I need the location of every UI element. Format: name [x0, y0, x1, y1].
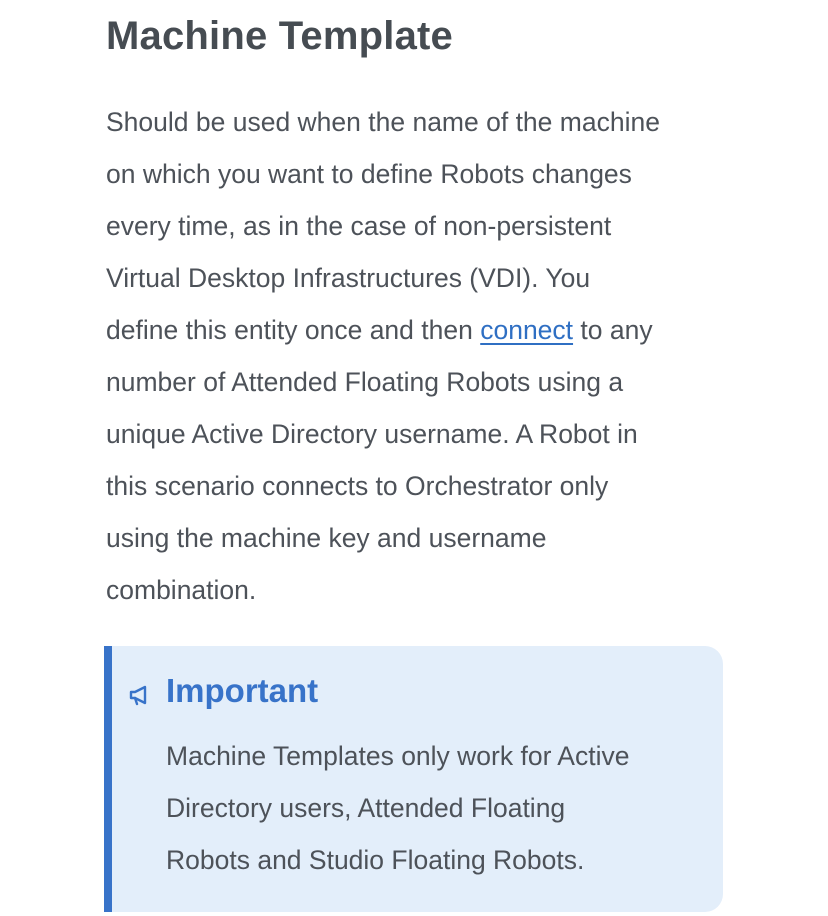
connect-link[interactable]: connect — [480, 315, 574, 345]
paragraph-line: every time, as in the case of non-persistent — [106, 211, 612, 241]
callout-line: Directory users, Attended Floating — [166, 793, 566, 823]
paragraph-line: this scenario connects to Orchestrator only — [106, 471, 609, 501]
callout-body — [166, 730, 706, 886]
callout-line: Robots and Studio Floating Robots. — [166, 845, 585, 875]
paragraph-line: combination. — [106, 575, 257, 605]
paragraph-line: on which you want to define Robots changes — [106, 159, 632, 189]
callout-line: Machine Templates only work for Active — [166, 741, 630, 771]
section-paragraph — [106, 96, 726, 616]
megaphone-icon — [128, 682, 154, 708]
section-title: Machine Template — [106, 14, 453, 58]
callout-title: Important — [166, 672, 319, 709]
paragraph-line: number of Attended Floating Robots using a — [106, 367, 624, 397]
paragraph-text: to any — [573, 315, 653, 345]
paragraph-text: define this entity once and then — [106, 315, 481, 345]
paragraph-line: unique Active Directory username. A Robot in — [106, 419, 638, 449]
paragraph-line-with-link — [106, 304, 726, 356]
important-callout — [104, 646, 723, 912]
paragraph-line: Should be used when the name of the machine — [106, 107, 660, 137]
paragraph-line: Virtual Desktop Infrastructures (VDI). You — [106, 263, 591, 293]
paragraph-line: using the machine key and username — [106, 523, 547, 553]
